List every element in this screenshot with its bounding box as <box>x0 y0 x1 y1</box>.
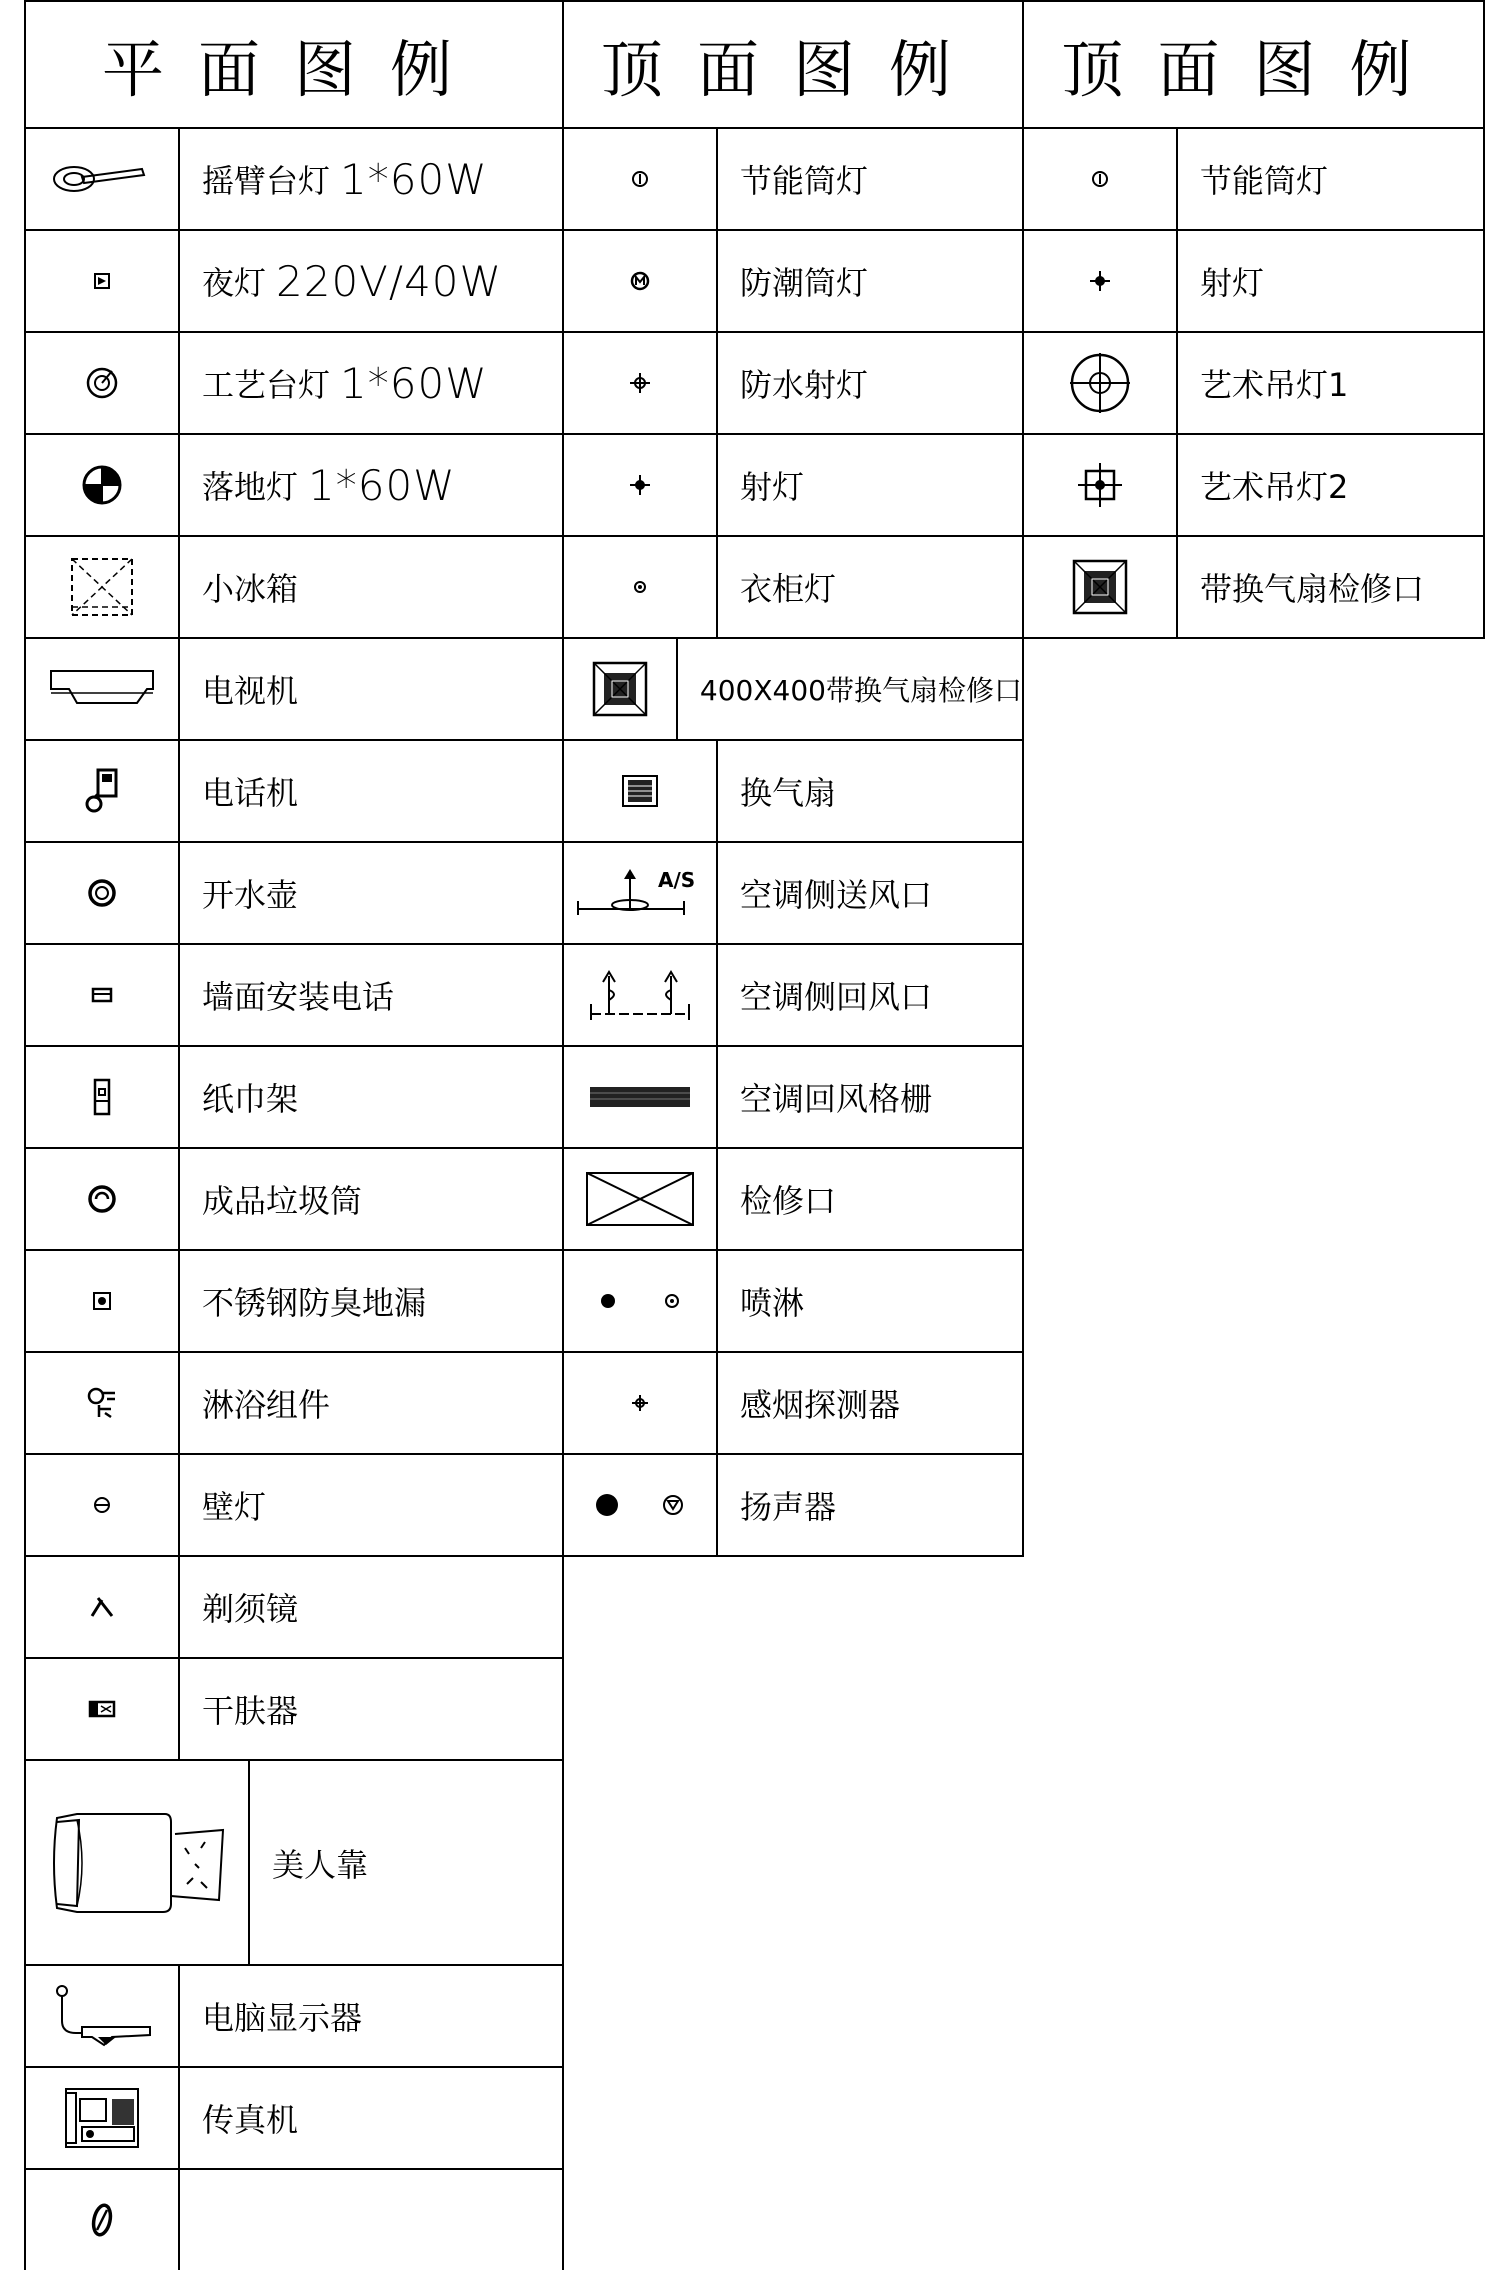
legend-label: 艺术吊灯2 <box>1200 468 1349 506</box>
legend-row <box>1024 333 1483 435</box>
legend-row <box>564 333 1024 435</box>
legend-label: 夜灯 <box>202 264 267 302</box>
legend-spec: 1*60W <box>340 154 488 204</box>
chaise-chair-icon <box>47 1808 227 1918</box>
legend-row <box>1024 231 1483 333</box>
legend-label: 空调侧送风口 <box>740 876 933 914</box>
ceiling-legend-table <box>562 0 1024 1557</box>
legend-label: 节能筒灯 <box>1200 162 1329 200</box>
ceiling-legend-table-2 <box>1022 0 1485 639</box>
swing-arm-lamp-icon <box>52 159 152 199</box>
legend-label: 落地灯 <box>202 468 299 506</box>
telephone-icon <box>82 766 122 816</box>
legend-row <box>564 741 1024 843</box>
ac-side-return-icon <box>585 966 695 1024</box>
legend-row <box>26 1966 564 2068</box>
legend-row <box>26 639 564 741</box>
tissue-holder-icon <box>91 1077 113 1117</box>
legend-row <box>26 231 564 333</box>
legend-row <box>564 945 1024 1047</box>
legend-label: 射灯 <box>740 468 805 506</box>
legend-spec: 220V/40W <box>276 256 503 306</box>
legend-row <box>26 129 564 231</box>
craft-table-lamp-icon <box>82 363 122 403</box>
legend-label: 射灯 <box>1200 264 1265 302</box>
legend-row <box>26 2170 564 2270</box>
legend-row <box>26 1149 564 1251</box>
ceiling-legend-title: 顶面图例 <box>564 2 1024 129</box>
access-panel-icon <box>585 1171 695 1227</box>
shaving-mirror-icon <box>88 1594 116 1620</box>
legend-row <box>26 1761 564 1966</box>
legend-label: 扬声器 <box>740 1488 837 1526</box>
art-pendant-lamp-1-icon <box>1068 351 1132 415</box>
wall-phone-icon <box>90 986 114 1004</box>
legend-label: 淋浴组件 <box>202 1386 331 1424</box>
legend-label: 感烟探测器 <box>740 1386 901 1424</box>
legend-row <box>26 537 564 639</box>
plan-legend-table <box>24 0 564 2270</box>
legend-label: 壁灯 <box>202 1488 267 1526</box>
plan-legend-title: 平面图例 <box>26 2 564 129</box>
legend-label: 电视机 <box>202 672 299 710</box>
legend-row <box>26 843 564 945</box>
legend-row <box>564 1047 1024 1149</box>
legend-row <box>564 435 1024 537</box>
legend-row <box>564 639 1024 741</box>
legend-label: 检修口 <box>740 1182 837 1220</box>
legend-label: 空调侧回风口 <box>740 978 933 1016</box>
legend-row <box>26 1557 564 1659</box>
legend-label: 传真机 <box>202 2101 299 2139</box>
legend-row <box>564 1353 1024 1455</box>
smoke-detector-icon <box>630 1393 650 1413</box>
legend-label: 400X400带换气扇检修口 <box>699 674 1022 707</box>
legend-row <box>564 1455 1024 1557</box>
vent-access-panel-icon <box>592 661 648 717</box>
legend-label: 开水壶 <box>202 876 299 914</box>
legend-row <box>1024 129 1483 231</box>
legend-label: 成品垃圾筒 <box>202 1182 363 1220</box>
wall-lamp-icon <box>92 1495 112 1515</box>
sprinkler-icon <box>594 1291 686 1311</box>
fax-machine-icon <box>62 2085 142 2151</box>
legend-row <box>564 231 1024 333</box>
legend-label: 干肤器 <box>202 1692 299 1730</box>
computer-monitor-icon <box>42 1981 162 2051</box>
legend-row <box>26 333 564 435</box>
kettle-icon <box>86 877 118 909</box>
night-light-icon <box>92 271 112 291</box>
legend-label: 美人靠 <box>272 1845 369 1884</box>
legend-label: 纸巾架 <box>202 1080 299 1118</box>
legend-row <box>26 2068 564 2170</box>
legend-label: 防潮筒灯 <box>740 264 869 302</box>
spotlight-icon <box>629 474 651 496</box>
legend-row <box>26 945 564 1047</box>
hand-dryer-icon <box>87 1698 117 1720</box>
legend-spec: 1*60W <box>308 460 456 510</box>
energy-saving-downlight-icon <box>1090 169 1110 189</box>
television-icon <box>47 667 157 711</box>
waterproof-spotlight-icon <box>629 372 651 394</box>
legend-spec: 1*60W <box>340 358 488 408</box>
legend-label: 艺术吊灯1 <box>1200 366 1349 404</box>
ac-side-supply-icon <box>574 865 706 921</box>
mini-fridge-icon <box>70 557 134 617</box>
legend-label: 工艺台灯 <box>202 366 331 404</box>
legend-label: 墙面安装电话 <box>202 978 395 1016</box>
legend-row <box>564 537 1024 639</box>
legend-label: 节能筒灯 <box>740 162 869 200</box>
legend-row <box>564 1251 1024 1353</box>
legend-row <box>26 1659 564 1761</box>
legend-row <box>564 843 1024 945</box>
legend-label: 不锈钢防臭地漏 <box>202 1284 427 1322</box>
misc-oval-icon <box>89 2200 115 2240</box>
legend-row <box>26 1455 564 1557</box>
speaker-icon <box>593 1491 687 1519</box>
legend-label: 电话机 <box>202 774 299 812</box>
spotlight-icon <box>1089 270 1111 292</box>
legend-label: 电脑显示器 <box>202 1999 363 2037</box>
legend-label: 剃须镜 <box>202 1590 299 1628</box>
ceiling-legend-title-2: 顶面图例 <box>1024 2 1483 129</box>
trash-bin-icon <box>86 1183 118 1215</box>
legend-label: 换气扇 <box>740 774 837 812</box>
energy-saving-downlight-icon <box>630 169 650 189</box>
legend-row <box>1024 435 1483 537</box>
moisture-proof-downlight-icon <box>629 270 651 292</box>
legend-row <box>26 1353 564 1455</box>
legend-row <box>26 1251 564 1353</box>
floor-drain-icon <box>92 1291 112 1311</box>
legend-row <box>1024 537 1483 639</box>
legend-row <box>564 1149 1024 1251</box>
exhaust-fan-icon <box>621 774 659 808</box>
legend-row <box>26 741 564 843</box>
shower-set-icon <box>85 1385 119 1421</box>
legend-label: 喷淋 <box>740 1284 805 1322</box>
legend-row <box>564 129 1024 231</box>
svg-text:A/S: A/S <box>658 868 696 892</box>
legend-label: 带换气扇检修口 <box>1200 570 1425 608</box>
vent-access-panel-icon <box>1072 559 1128 615</box>
wardrobe-light-icon <box>632 579 648 595</box>
legend-label: 小冰箱 <box>202 570 299 608</box>
legend-label: 空调回风格栅 <box>740 1080 933 1118</box>
ac-return-grille-icon <box>588 1085 692 1109</box>
legend-label: 防水射灯 <box>740 366 869 404</box>
legend-row <box>26 1047 564 1149</box>
legend-label: 摇臂台灯 <box>202 162 331 200</box>
floor-lamp-icon <box>80 463 124 507</box>
legend-row <box>26 435 564 537</box>
art-pendant-lamp-2-icon <box>1076 461 1124 509</box>
legend-label: 衣柜灯 <box>740 570 837 608</box>
